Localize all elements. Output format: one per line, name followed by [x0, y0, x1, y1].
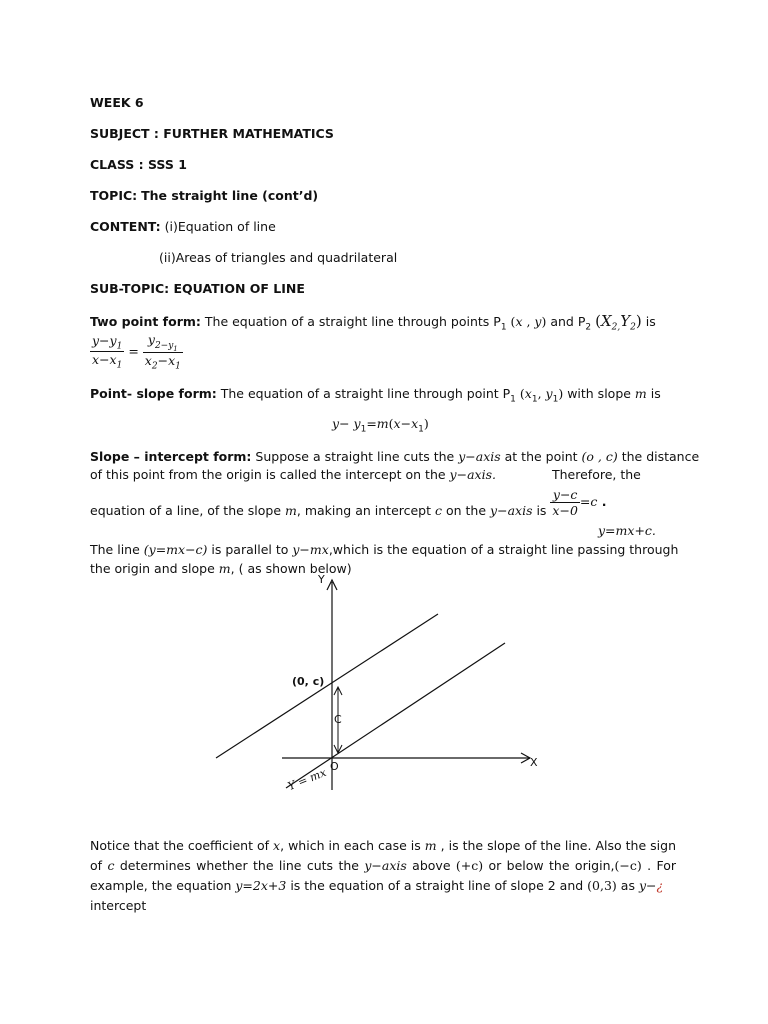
parallel-eq-1: (y=mx−c)	[143, 542, 208, 557]
y-axis-term-3: y−axis	[490, 503, 533, 518]
notice-m: m	[424, 838, 437, 853]
notice-text-j: as	[616, 878, 639, 893]
point-slope-equation: $y- y_1=m(x-x_1)$	[332, 416, 429, 435]
week-heading: WEEK 6	[90, 95, 144, 110]
slope-intercept-text-b: at the point	[500, 449, 582, 464]
notice-text-i: is the equation of a straight line of slope 2 and	[286, 878, 588, 893]
subtopic-heading: SUB-TOPIC: EQUATION OF LINE	[90, 281, 305, 296]
topic-value: The straight line (cont’d)	[141, 188, 319, 203]
slope-intercept-text-g: on the	[442, 503, 491, 518]
intercept-c: c	[435, 503, 443, 518]
origin-label: O	[330, 760, 339, 773]
two-point-and: and P	[546, 314, 586, 329]
slope-intercept-text-d: of this point from the origin is called the intercept on the	[90, 467, 450, 482]
notice-point: (0,3)	[587, 878, 617, 893]
slope-m-3: m	[218, 561, 231, 576]
two-point-fraction-left: $\frac{y-y_1}{x-x_1}$	[92, 332, 123, 371]
lower-line	[286, 643, 505, 788]
notice-text-k: intercept	[90, 898, 147, 913]
notice-plus-c: (+c)	[455, 858, 484, 873]
equals-c: =c	[579, 494, 598, 509]
x-axis-label: X	[530, 756, 538, 769]
parallel-text-c: ,which is the equation of a straight line passing through	[328, 542, 679, 557]
parallel-text-b: is parallel to	[207, 542, 293, 557]
y-axis-label: Y	[318, 573, 325, 586]
slope-intercept-text-h: is	[532, 503, 551, 518]
point-slope-sub: 1	[510, 394, 516, 405]
slope-intercept-text-f: , making an intercept	[296, 503, 435, 518]
notice-text-b: , which in each case is	[280, 838, 425, 853]
content-item-1: (i)Equation of line	[164, 219, 276, 234]
point-oc-label: (0, c)	[292, 675, 325, 688]
two-point-label: Two point form:	[90, 314, 201, 329]
class-heading: CLASS : SSS 1	[90, 157, 187, 172]
notice-text-g: . For	[641, 858, 676, 873]
notice-text-c: , is the slope of the line. Also the sign of	[90, 838, 676, 873]
upper-line	[216, 614, 438, 758]
notice-eq: y=2x+3	[235, 878, 287, 893]
content-label: CONTENT:	[90, 219, 161, 234]
c-label: C	[334, 713, 342, 726]
parallel-text-e: , ( as shown below)	[230, 561, 352, 576]
notice-y-axis: y−axis	[364, 858, 407, 873]
parallel-text-a: The line	[90, 542, 144, 557]
intercept-fraction: $\frac{y-c}{x-0}$	[552, 487, 578, 518]
point-slope-mid: with slope	[563, 386, 635, 401]
slope-intercept-text-e: equation of a line, of the slope	[90, 503, 286, 518]
slope-m: m	[634, 386, 647, 401]
notice-text-a: Notice that the coefficient of	[90, 838, 274, 853]
point-slope-label: Point- slope form:	[90, 386, 217, 401]
point-slope-end: is	[646, 386, 661, 401]
two-point-fraction-right: $\frac{y_{2-y_1}}{x_2-x_1}$	[144, 332, 181, 372]
topic-label: TOPIC:	[90, 188, 138, 203]
slope-intercept-text-c: the distance	[617, 449, 700, 464]
subject-heading: SUBJECT : FURTHER MATHEMATICS	[90, 126, 334, 141]
period: .	[597, 494, 607, 509]
two-point-end: is	[641, 314, 656, 329]
two-point-form: Two point form: The equation of a straight line through points $P_1$ (x , y) and $P_2$ $(X_{2,}Y_2)$ is	[90, 312, 656, 333]
notice-error-glyph: ¿	[656, 878, 664, 893]
y-axis-term: y−axis	[458, 449, 501, 464]
notice-minus-c: (−c)	[614, 858, 642, 873]
notice-y-minus: y−	[638, 878, 657, 893]
notice-text-f: or below the origin,	[483, 858, 615, 873]
two-point-text: The equation of a straight line through points P	[200, 314, 501, 329]
point-slope-text: The equation of a straight line through point P	[216, 386, 511, 401]
notice-text-d: determines whether the line cuts the	[114, 858, 365, 873]
therefore-text: Therefore, the	[552, 467, 641, 482]
notice-paragraph	[90, 836, 676, 916]
notice-c: c	[107, 858, 115, 873]
notice-text-e: above	[406, 858, 456, 873]
y-axis-term-2: y−axis.	[449, 467, 496, 482]
slope-m-2: m	[285, 503, 297, 518]
slope-intercept-label: Slope – intercept form:	[90, 449, 252, 464]
content-item-2: (ii)Areas of triangles and quadrilateral	[159, 250, 398, 265]
point-slope-form: Point- slope form: The equation of a straight line through point $P_1$ ($x_1$, $y_1$) with slope m is	[90, 386, 661, 405]
p1-subscript: 1	[500, 322, 507, 333]
slope-intercept-text-a: Suppose a straight line cuts the	[251, 449, 459, 464]
notice-text-h: example, the equation	[90, 878, 236, 893]
parallel-eq-2: y−mx	[292, 542, 329, 557]
notice-x: x	[273, 838, 281, 853]
slope-intercept-result: y=mx+c.	[598, 523, 656, 538]
y-equals-mx-label: Y = mx	[286, 765, 329, 794]
two-point-equation: $\frac{y-y_1}{x-x_1}$ = $\frac{y_{2-y_1}}{x_2-x_1}$	[92, 332, 181, 372]
parallel-text-d: the origin and slope	[90, 561, 219, 576]
point-oc: (o , c)	[581, 449, 618, 464]
p2-subscript: 2	[585, 322, 592, 333]
